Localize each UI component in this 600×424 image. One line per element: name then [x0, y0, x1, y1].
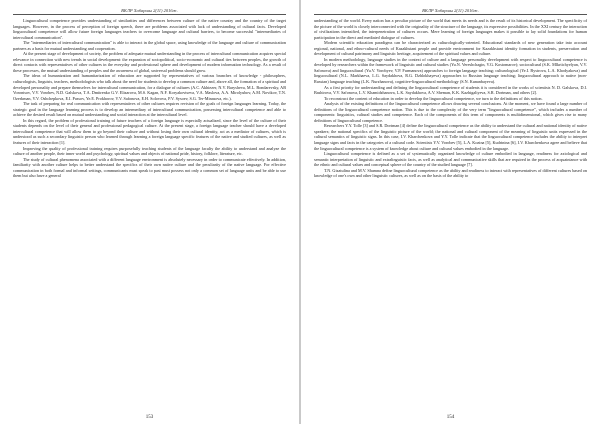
right-page-number: 154 — [446, 415, 455, 420]
right-paragraph: To reconstruct the content of education in order to develop the linguocultural competence, we turn to the definitions of this notion. — [324, 95, 543, 101]
left-paragraph: The ideas of humanization and humanitarization of education are supported by representatives of various branches of knowledge - philosophers, culturologists, linguists, teachers, methodologists who talk about the need for students to develop a common culture and, above all, the formation of a spiritual and developed personality and prepare themselves for intercultural communication, for a dialogue of cultures (A.C. Akhiezer, N.V. Barysheva, M.L. Bondarevsky, AB Vorontsov, V.V. Vorobev, N.D. Galskova, T.A. Dmitrenko G.V. Elizarova, M.S. Kagan, N.F. Koryakovtseva, V.A. Maslova, A.A. Mirolyubov, A.M. Novikov, T.N. Ozerkman, V.V. Oshchepkova, E.I. Passov, Ye.E. Prokhorov, V.V. Safonova, E.H. Solovova, P.V. Sysoev, S.G. Ter-Minasova, etc.). — [13, 73, 286, 101]
right-running-header: ВКЛР Хабаршы 2(11) 2016ж. — [314, 8, 587, 15]
left-page-number: 153 — [145, 415, 154, 420]
right-paragraph-continued: understanding of the world. Every nation has a peculiar picture of the world that meets its needs and is the result of its historical development. The specificity of the picture of the world is closely interconnected with the originality of the structure of the language, its expressive possibilities. In the XXI century the interaction of civilizations intensified, the interpenetration of cultures occurs. Mere learning of foreign languages makes it possible to lay solid foundations for human participation in the direct and mediated dialogue of cultures. — [314, 18, 587, 40]
left-paragraph: At the present stage of development of society, the problem of adequate mutual understanding in the process of intercultural communication acquires special relevance in connection with new trends in social development: the expansion of sociopolitical, socio-economic and cultural ties between peoples, the growth of direct contacts with representatives of other cultures in the everyday and professional sphere and development of modern information technology. As a result of these processes, the mutual understanding of peoples and the awareness of global, universal problems should grow. — [13, 51, 286, 73]
right-paragraph: T.N. Gizatulina and M.V. Shamna define linguocultural competence as the ability and readiness to interact with representatives of different cultures based on knowledge of one's own and other linguistic cultures, as well as on the basis of the ability to — [314, 167, 587, 179]
left-paragraph: In this regard, the problem of professional training of future teachers of a foreign language is especially actualized, since the level of the culture of their students depends on the level of their general and professional pedagogical culture. At the present stage, a foreign language teacher should have a developed intercultural competence that will allow them to go beyond their culture and without losing their own cultural identity, act as a mediator of cultures, which is understood as such a secondary linguistic person who learned through learning a foreign language specific features of the native and studied cultures, as well as features of their interaction [1]. — [13, 117, 286, 146]
right-paragraph: Researchers Y.Y. Tolle [3] and S.R. Dortman [4] define the linguocultural competence as the ability to understand the cultural and national identity of native speakers; the national specifics of the linguistic picture of the world; the national and cultural component of the meaning of linguistic units expressed in the cultural semantics of linguistic signs. In this case, I.V. Kharchenkova and Y.Y. Tolle indicate that the linguocultural competence includes the ability to interpret language signs and facts in the categories of a cultural code. Scientists Y.V. Vorobev [5], L.A. Kozina [5], Kudrinina [6], I.V. Kharchenkova agree and believe that the linguocultural competence is a system of knowledge about culture and cultural values embodied in the language. — [314, 123, 587, 151]
right-paragraph: Linguocultural competence is defined as a set of systematically organized knowledge of culture embodied in language, readiness for axiological and semantic interpretation of linguistic and extralinguistic facts, as well as analytical and communicative skills that are required in the process of acquaintance with the ethnic and cultural values and conceptual sphere of the country of the studied language [7]. — [314, 151, 587, 168]
right-paragraph: In modern methodology, language studies in the context of culture and a language personality development with respect to linguocultural competence is developed by researchers within the framework of linguistic and cultural studies (Yu.N. Vereshchagin, V.G. Kostomarov); sociocultural (S.K. Mlkrtichyelyan, V.V. Safonova) and linguocultural (Yu.V. Vorobyev, V.P. Furmanova) approaches to foreign language teaching; culturological (Ye.I. Bystrova, L.A. Khodyakova) and linguocultural (N.L. Markhaeva, L.G. Saydakhova, R.G. Dzhlokhayeva) approaches to Russian language teaching; linguocultural approach to native (non-Russian) language teaching (L.K. Nurzhanova), cognitive-linguocultural methodology (S.N. Kunanbayeva). — [314, 56, 587, 85]
right-page — [301, 0, 600, 424]
left-paragraph: The task of preparing for real communication with representatives of other cultures requires revision of the goals of foreign languages learning. Today, the strategic goal in the language learning process is to develop an intermediary of intercultural communication, possessing intercultural competence and able to achieve the desired result based on mutual understanding and social interaction at the intercultural level. — [13, 101, 286, 118]
left-paragraph: The "intermediaries of intercultural communication" is able to interact in the global space, using knowledge of the language and culture of communication partners as a basis for mutual understanding and cooperation. — [13, 40, 286, 51]
left-paragraph: Linguocultural competence provides understanding of similarities and differences between culture of the native country and the country of the target languages. However, in the process of perception of foreign speech, there are problems associated with lack of understanding of cultural facts. Developed linguocultural competence will allow future foreign languages teachers to overcome language and cultural barriers, to become successful "intermediaries of intercultural communication". — [13, 18, 286, 40]
right-body-text — [314, 18, 587, 179]
left-page — [0, 0, 299, 424]
left-running-header: ВКЛР Хабаршы 2(11) 2016ж. — [13, 8, 286, 15]
left-body-text — [13, 18, 286, 179]
right-paragraph: Analysis of the existing definitions of the linguocultural competence allows drawing several conclusions. At the moment, we have found a large number of definitions of the linguocultural competence notion. This is due to the complexity of the very term "linguocultural competence", which includes a number of components: linguistics, cultural studies and competence. Each of the components of this term of components is multidimensional, which gives rise to many definitions of linguocultural competence. — [314, 101, 587, 123]
right-paragraph: Modern scientific education paradigms can be characterized as culturologically-oriented. Educational standards of new generation take into account regional, national, and ethno-cultural needs of Kazakhstani people and provide environment for Kazakhstani identity formation in students, preservation and development of cultural patrimony and linguistic heritage, acquirement of the spiritual values and culture. — [314, 40, 587, 57]
left-paragraph: Improving the quality of professional training requires purposefully teaching students of the language faculty the ability to understand and analyze the culture of another people, their inner world and psychology, spiritual values and objects of national pride, history, folklore, literature, etc. — [13, 145, 286, 157]
right-paragraph: As a first priority for understanding and defining the linguocultural competence of students it is considered in the works of scientists N. D. Galskova, D.I. Bashirova, V.V. Safonova, L.V. Khamidzhanova, L.K. Saydakhova, A.V. Sheman, K.K. Kazhigaliyeva, S.R. Dortman, and others [2]. — [314, 84, 587, 96]
left-paragraph: The study of cultural phenomena associated with a different language environment is absolutely necessary in order to communicate effectively. In addition, familiarity with another culture helps to better understand the specifics of their own native culture and the peculiarity of the native language. For effective communication in both formal and informal settings, communicants must speak to past must possess not only a common set of language units and be able to use them but also have a general — [13, 156, 286, 179]
